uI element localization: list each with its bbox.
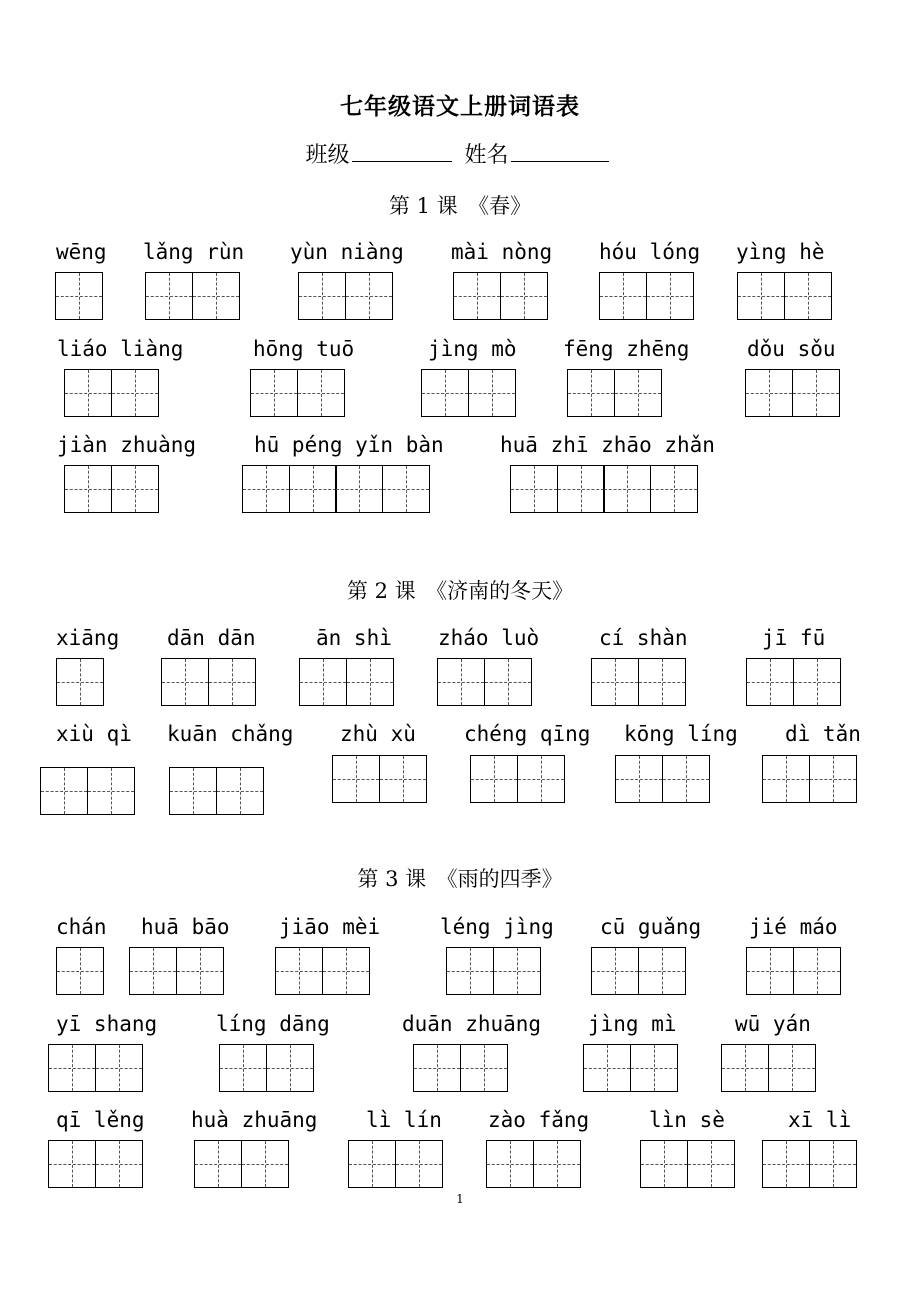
tianzige-cell[interactable]	[250, 369, 298, 417]
class-label: 班级	[305, 143, 350, 168]
tianzige-cell[interactable]	[809, 755, 857, 803]
pinyin-label: zào fǎng	[488, 1108, 590, 1132]
tianzige-cell[interactable]	[322, 947, 370, 995]
writing-boxes	[745, 369, 840, 417]
tianzige-cell[interactable]	[192, 272, 240, 320]
tianzige-cell[interactable]	[746, 947, 794, 995]
tianzige-cell[interactable]	[567, 369, 615, 417]
tianzige-cell[interactable]	[557, 465, 605, 513]
tianzige-cell[interactable]	[111, 465, 159, 513]
pinyin-label: yī shang	[56, 1012, 158, 1036]
writing-boxes	[64, 465, 159, 513]
writing-boxes	[275, 947, 370, 995]
tianzige-cell[interactable]	[345, 272, 393, 320]
pinyin-label: lǎng rùn	[143, 240, 245, 264]
writing-boxes	[161, 658, 256, 706]
tianzige-cell[interactable]	[413, 1044, 461, 1092]
tianzige-cell[interactable]	[650, 465, 698, 513]
pinyin-label: qī lěng	[56, 1108, 145, 1132]
tianzige-cell[interactable]	[348, 1140, 396, 1188]
writing-boxes	[299, 658, 394, 706]
writing-boxes	[615, 755, 710, 803]
writing-boxes	[510, 465, 698, 513]
tianzige-cell[interactable]	[95, 1140, 143, 1188]
tianzige-cell[interactable]	[591, 658, 639, 706]
writing-boxes	[437, 658, 532, 706]
tianzige-cell[interactable]	[721, 1044, 769, 1092]
tianzige-cell[interactable]	[437, 658, 485, 706]
pinyin-label: hōng tuō	[253, 337, 355, 361]
tianzige-cell[interactable]	[687, 1140, 735, 1188]
pinyin-label: yùn niàng	[290, 240, 404, 264]
tianzige-cell[interactable]	[346, 658, 394, 706]
tianzige-cell[interactable]	[129, 947, 177, 995]
writing-boxes	[737, 272, 832, 320]
pinyin-label: huà zhuāng	[191, 1108, 318, 1132]
tianzige-cell[interactable]	[453, 272, 501, 320]
pinyin-label: huā zhī zhāo zhǎn	[500, 433, 715, 457]
writing-boxes	[219, 1044, 314, 1092]
pinyin-label: huā bāo	[141, 915, 230, 939]
tianzige-cell[interactable]	[630, 1044, 678, 1092]
tianzige-cell[interactable]	[484, 658, 532, 706]
tianzige-cell[interactable]	[599, 272, 647, 320]
writing-boxes	[591, 947, 686, 995]
tianzige-cell[interactable]	[335, 465, 383, 513]
tianzige-cell[interactable]	[500, 272, 548, 320]
tianzige-cell[interactable]	[486, 1140, 534, 1188]
pinyin-label: wēng	[56, 240, 107, 264]
pinyin-label: xiāng	[56, 626, 120, 650]
pinyin-label: zháo luò	[438, 626, 540, 650]
pinyin-label: jìng mò	[428, 337, 517, 361]
pinyin-label: kōng líng	[624, 722, 738, 746]
pinyin-label: duān zhuāng	[402, 1012, 542, 1036]
writing-boxes	[332, 755, 427, 803]
tianzige-cell[interactable]	[762, 755, 810, 803]
pinyin-label: xī lì	[788, 1108, 852, 1132]
tianzige-cell[interactable]	[746, 658, 794, 706]
writing-boxes	[470, 755, 565, 803]
writing-boxes	[129, 947, 224, 995]
writing-boxes	[48, 1140, 143, 1188]
writing-boxes	[746, 658, 841, 706]
pinyin-label: wū yán	[735, 1012, 811, 1036]
pinyin-label: yìng hè	[736, 240, 825, 264]
pinyin-label: fēng zhēng	[563, 337, 690, 361]
tianzige-cell[interactable]	[446, 947, 494, 995]
tianzige-cell[interactable]	[603, 465, 651, 513]
writing-boxes	[169, 767, 264, 815]
writing-boxes	[721, 1044, 816, 1092]
tianzige-cell[interactable]	[646, 272, 694, 320]
writing-boxes	[421, 369, 516, 417]
writing-boxes	[746, 947, 841, 995]
tianzige-cell[interactable]	[161, 658, 209, 706]
tianzige-cell[interactable]	[299, 658, 347, 706]
writing-boxes	[762, 755, 857, 803]
writing-boxes	[64, 369, 159, 417]
tianzige-cell[interactable]	[793, 658, 841, 706]
writing-boxes	[242, 465, 430, 513]
tianzige-cell[interactable]	[87, 767, 135, 815]
tianzige-cell[interactable]	[275, 947, 323, 995]
lesson-heading: 第 2 课 《济南的冬天》	[346, 579, 574, 603]
pinyin-label: kuān chǎng	[167, 722, 294, 746]
tianzige-cell[interactable]	[510, 465, 558, 513]
writing-boxes	[640, 1140, 735, 1188]
pinyin-label: lìn sè	[649, 1108, 725, 1132]
tianzige-cell[interactable]	[40, 767, 88, 815]
writing-boxes	[48, 1044, 143, 1092]
pinyin-label: cí shàn	[599, 626, 688, 650]
pinyin-label: jī fū	[762, 626, 826, 650]
tianzige-cell[interactable]	[145, 272, 193, 320]
tianzige-cell[interactable]	[48, 1044, 96, 1092]
tianzige-cell[interactable]	[64, 465, 112, 513]
tianzige-cell[interactable]	[662, 755, 710, 803]
tianzige-cell[interactable]	[517, 755, 565, 803]
writing-boxes	[348, 1140, 443, 1188]
pinyin-label: jiāo mèi	[279, 915, 381, 939]
writing-boxes	[567, 369, 662, 417]
tianzige-cell[interactable]	[297, 369, 345, 417]
tianzige-cell[interactable]	[216, 767, 264, 815]
tianzige-cell[interactable]	[111, 369, 159, 417]
pinyin-label: dān dān	[167, 626, 256, 650]
tianzige-cell[interactable]	[208, 658, 256, 706]
class-blank[interactable]	[352, 160, 452, 162]
tianzige-cell[interactable]	[809, 1140, 857, 1188]
tianzige-cell[interactable]	[56, 947, 104, 995]
writing-boxes	[453, 272, 548, 320]
tianzige-cell[interactable]	[638, 658, 686, 706]
pinyin-label: mài nòng	[451, 240, 553, 264]
pinyin-label: jié máo	[749, 915, 838, 939]
tianzige-cell[interactable]	[241, 1140, 289, 1188]
tianzige-cell[interactable]	[784, 272, 832, 320]
pinyin-label: cū guǎng	[600, 915, 702, 939]
writing-boxes	[486, 1140, 581, 1188]
writing-boxes	[413, 1044, 508, 1092]
pinyin-label: hóu lóng	[599, 240, 701, 264]
pinyin-label: chéng qīng	[464, 722, 591, 746]
pinyin-label: hū péng yǐn bàn	[254, 433, 444, 457]
writing-boxes	[194, 1140, 289, 1188]
pinyin-label: lì lín	[366, 1108, 442, 1132]
writing-boxes	[599, 272, 694, 320]
class-name-line	[0, 138, 920, 169]
tianzige-cell[interactable]	[792, 369, 840, 417]
pinyin-label: líng dāng	[216, 1012, 330, 1036]
writing-boxes	[591, 658, 686, 706]
lesson-heading: 第 1 课 《春》	[388, 194, 532, 218]
lesson-heading: 第 3 课 《雨的四季》	[357, 867, 563, 891]
tianzige-cell[interactable]	[169, 767, 217, 815]
tianzige-cell[interactable]	[460, 1044, 508, 1092]
pinyin-label: chán	[56, 915, 107, 939]
writing-boxes	[56, 658, 104, 706]
tianzige-cell[interactable]	[332, 755, 380, 803]
tianzige-cell[interactable]	[591, 947, 639, 995]
tianzige-cell[interactable]	[289, 465, 337, 513]
writing-boxes	[55, 272, 103, 320]
tianzige-cell[interactable]	[583, 1044, 631, 1092]
tianzige-cell[interactable]	[382, 465, 430, 513]
writing-boxes	[446, 947, 541, 995]
tianzige-cell[interactable]	[421, 369, 469, 417]
tianzige-cell[interactable]	[56, 658, 104, 706]
tianzige-cell[interactable]	[762, 1140, 810, 1188]
tianzige-cell[interactable]	[615, 755, 663, 803]
pinyin-label: jìng mì	[588, 1012, 677, 1036]
tianzige-cell[interactable]	[219, 1044, 267, 1092]
tianzige-cell[interactable]	[395, 1140, 443, 1188]
tianzige-cell[interactable]	[493, 947, 541, 995]
tianzige-cell[interactable]	[176, 947, 224, 995]
pinyin-label: dǒu sǒu	[747, 337, 836, 361]
tianzige-cell[interactable]	[640, 1140, 688, 1188]
tianzige-cell[interactable]	[470, 755, 518, 803]
tianzige-cell[interactable]	[298, 272, 346, 320]
tianzige-cell[interactable]	[266, 1044, 314, 1092]
tianzige-cell[interactable]	[55, 272, 103, 320]
tianzige-cell[interactable]	[95, 1044, 143, 1092]
tianzige-cell[interactable]	[64, 369, 112, 417]
page-number: 1	[456, 1192, 464, 1206]
tianzige-cell[interactable]	[468, 369, 516, 417]
name-label: 姓名	[464, 143, 509, 168]
tianzige-cell[interactable]	[379, 755, 427, 803]
name-blank[interactable]	[511, 160, 609, 162]
writing-boxes	[56, 947, 104, 995]
writing-boxes	[250, 369, 345, 417]
tianzige-cell[interactable]	[745, 369, 793, 417]
pinyin-label: ān shì	[316, 626, 392, 650]
page-title: 七年级语文上册词语表	[340, 93, 580, 120]
writing-boxes	[762, 1140, 857, 1188]
tianzige-cell[interactable]	[614, 369, 662, 417]
writing-boxes	[40, 767, 135, 815]
tianzige-cell[interactable]	[638, 947, 686, 995]
writing-boxes	[583, 1044, 678, 1092]
pinyin-label: dì tǎn	[785, 722, 861, 746]
tianzige-cell[interactable]	[737, 272, 785, 320]
tianzige-cell[interactable]	[768, 1044, 816, 1092]
pinyin-label: liáo liàng	[57, 337, 184, 361]
tianzige-cell[interactable]	[793, 947, 841, 995]
tianzige-cell[interactable]	[48, 1140, 96, 1188]
pinyin-label: léng jìng	[440, 915, 554, 939]
tianzige-cell[interactable]	[242, 465, 290, 513]
tianzige-cell[interactable]	[194, 1140, 242, 1188]
writing-boxes	[145, 272, 240, 320]
pinyin-label: jiàn zhuàng	[57, 433, 197, 457]
writing-boxes	[298, 272, 393, 320]
tianzige-cell[interactable]	[533, 1140, 581, 1188]
pinyin-label: zhù xù	[340, 722, 416, 746]
pinyin-label: xiù qì	[56, 722, 132, 746]
